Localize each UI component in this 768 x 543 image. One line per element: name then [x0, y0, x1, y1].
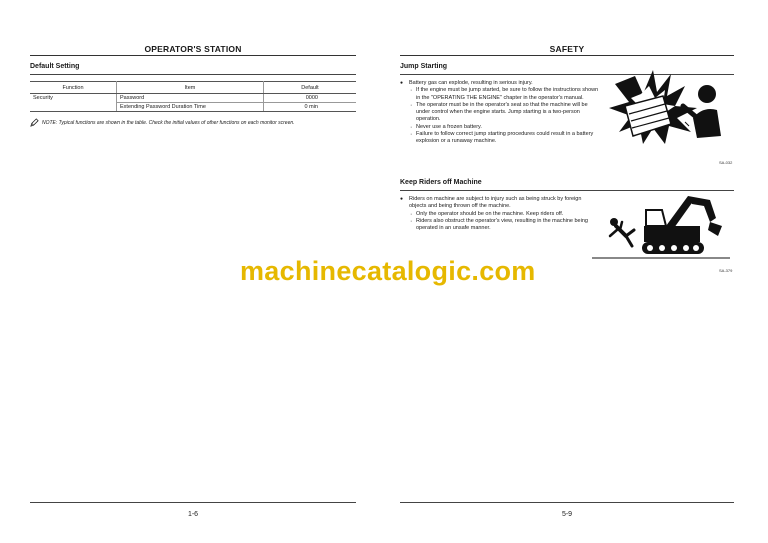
footer-rule — [400, 502, 734, 503]
list-item: · Riders also obstruct the operator's view, resulting in the machine being operated in an unsafe manner. — [409, 218, 590, 233]
image-code: SA-032 — [719, 160, 733, 165]
section-rule — [400, 190, 734, 191]
riders-list — [400, 196, 590, 232]
list-item — [400, 196, 590, 232]
column-header-default: Default — [264, 82, 357, 94]
note-text: NOTE: Typical functions are shown in the table. Check the initial values of other functions on each monitor screen. — [42, 119, 295, 126]
header-rule — [400, 55, 734, 56]
section-title-default-setting: Default Setting — [30, 63, 80, 70]
cell-default: 0 min — [264, 103, 357, 112]
header-rule — [30, 55, 356, 56]
note — [30, 118, 295, 127]
column-header-item: Item — [117, 82, 264, 94]
cell-function: Security — [30, 94, 117, 103]
default-setting-table — [30, 81, 356, 112]
footer-rule — [30, 502, 356, 503]
column-header-function: Function — [30, 82, 117, 94]
section-title-keep-riders: Keep Riders off Machine — [400, 179, 482, 186]
excavator-rider-illustration — [592, 192, 730, 262]
list-item: · The operator must be in the operator's seat so that the machine will be under control when the engine starts. Jump starting is a two-person operation. — [409, 102, 600, 124]
page-header-title: SAFETY — [549, 44, 585, 54]
cell-item: Password — [117, 94, 264, 103]
pencil-icon — [30, 118, 39, 127]
watermark: machinecatalogic.com — [240, 256, 536, 286]
page-number: 5-9 — [561, 511, 573, 518]
section-rule — [30, 74, 356, 75]
page-number: 1-6 — [187, 511, 199, 518]
section-title-jump-starting: Jump Starting — [400, 63, 448, 70]
bullet-text: Riders on machine are subject to injury such as being struck by foreign objects and being thrown off the machine. — [409, 196, 582, 210]
cell-function — [30, 103, 117, 112]
table-header-row — [30, 82, 356, 94]
jump-starting-list — [400, 80, 600, 146]
list-item: · Only the operator should be on the machine. Keep riders off. — [409, 211, 590, 218]
page-header-title: OPERATOR'S STATION — [144, 44, 242, 54]
bullet-text: Battery gas can explode, resulting in serious injury. — [409, 80, 533, 86]
battery-explosion-illustration — [605, 66, 725, 154]
list-item: · Never use a frozen battery. — [409, 124, 600, 131]
image-code: SA-379 — [719, 268, 733, 273]
list-item: · If the engine must be jump started, be sure to follow the instructions shown in the "OPERATING THE ENGINE" chapter in the operator's manual. — [409, 87, 600, 102]
list-item — [400, 80, 600, 146]
cell-item: Extending Password Duration Time — [117, 103, 264, 112]
table-row — [30, 103, 356, 112]
list-item: · Failure to follow correct jump starting procedures could result in a battery explosion or a runaway machine. — [409, 131, 600, 146]
table-row — [30, 94, 356, 103]
cell-default: 0000 — [264, 94, 357, 103]
